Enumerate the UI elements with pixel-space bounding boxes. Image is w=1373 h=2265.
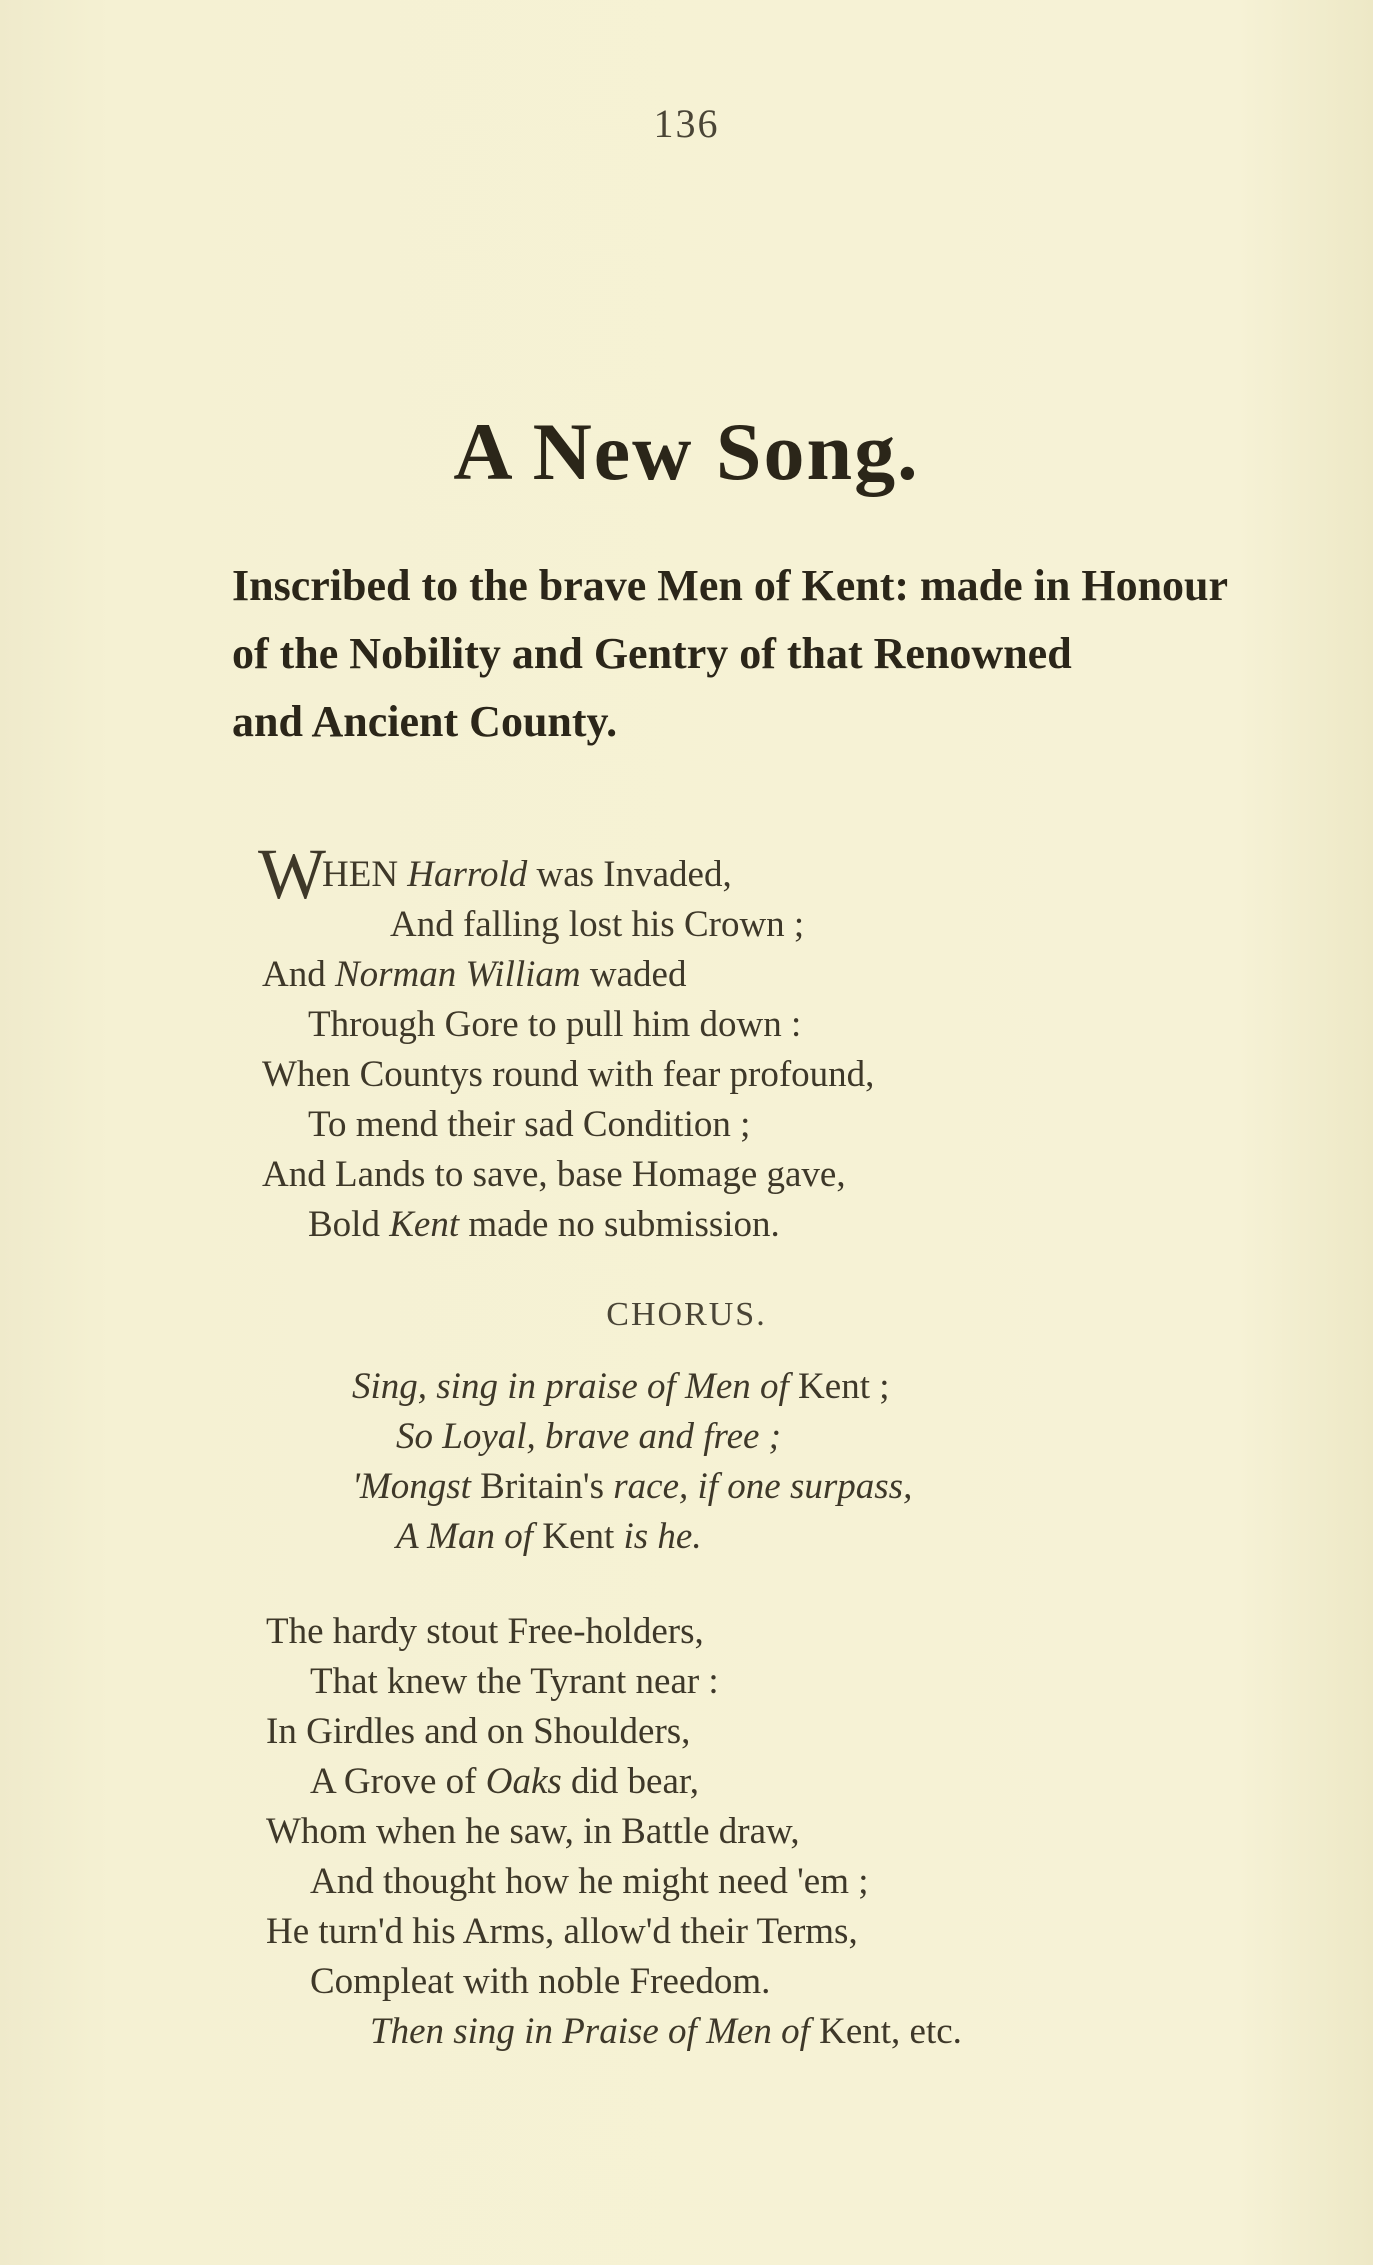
drop-cap: W bbox=[258, 834, 326, 914]
stanza1-line bbox=[262, 1053, 874, 1096]
stanza2-line bbox=[310, 1660, 719, 1703]
text: Bold bbox=[308, 1204, 390, 1245]
text: was Invaded, bbox=[527, 854, 732, 895]
stanza1-line bbox=[322, 853, 732, 896]
stanza1-line bbox=[262, 953, 686, 996]
text: To mend their sad Condition ; bbox=[308, 1104, 751, 1145]
text: HEN bbox=[322, 854, 408, 895]
text: Kent ; bbox=[788, 1366, 890, 1407]
chorus-line bbox=[352, 1365, 890, 1408]
page-number: 136 bbox=[653, 101, 720, 146]
stanza2-line bbox=[310, 1860, 869, 1903]
italic-text: Sing, sing in praise of Men of bbox=[352, 1366, 789, 1407]
italic-text: Norman William bbox=[334, 954, 581, 995]
stanza1-line bbox=[308, 1003, 801, 1046]
song-title: A New Song. bbox=[453, 406, 920, 497]
subtitle-line-1: Inscribed to the brave Men of Kent: made in Honour bbox=[232, 561, 1229, 610]
text: A Grove of bbox=[310, 1761, 486, 1802]
stanza1-line bbox=[390, 903, 804, 946]
text: did bear, bbox=[561, 1761, 699, 1802]
italic-text: Oaks bbox=[485, 1761, 562, 1802]
stanza1-line bbox=[262, 1153, 846, 1196]
chorus-line bbox=[396, 1515, 702, 1558]
text: When Countys round with fear profound, bbox=[262, 1054, 875, 1095]
stanza1-line bbox=[308, 1103, 750, 1146]
stanza2-line bbox=[266, 1710, 690, 1753]
italic-text: is he. bbox=[623, 1516, 702, 1557]
stanza2-line bbox=[266, 1910, 858, 1953]
italic-text: So Loyal, brave and free ; bbox=[396, 1416, 781, 1457]
chorus-heading: CHORUS. bbox=[606, 1296, 767, 1333]
text: Through Gore to pull him down : bbox=[308, 1004, 802, 1045]
text: And Lands to save, base Homage gave, bbox=[262, 1154, 846, 1195]
text: In Girdles and on Shoulders, bbox=[266, 1711, 691, 1752]
italic-text: Then sing in Praise of Men of bbox=[370, 2011, 810, 2052]
stanza2-line bbox=[310, 1960, 770, 2003]
text: The hardy stout Free-holders, bbox=[266, 1611, 704, 1652]
text: He turn'd his Arms, allow'd their Terms, bbox=[266, 1911, 858, 1952]
italic-text: Kent bbox=[389, 1204, 460, 1245]
stanza2-line bbox=[310, 1760, 699, 1803]
subtitle-line-3: and Ancient County. bbox=[232, 697, 618, 746]
stanza1-line bbox=[308, 1203, 780, 1246]
subtitle-line-2: of the Nobility and Gentry of that Renowned bbox=[232, 629, 1072, 678]
text: And thought how he might need 'em ; bbox=[310, 1861, 869, 1902]
text: Whom when he saw, in Battle draw, bbox=[266, 1811, 800, 1852]
italic-text: A Man of bbox=[396, 1516, 534, 1557]
text: waded bbox=[580, 954, 687, 995]
chorus-line bbox=[352, 1465, 912, 1508]
text: made no submission. bbox=[459, 1204, 780, 1245]
text: Kent bbox=[533, 1516, 624, 1557]
chorus-line bbox=[396, 1415, 781, 1458]
text: Kent, etc. bbox=[809, 2011, 962, 2052]
italic-text: 'Mongst bbox=[352, 1466, 471, 1507]
text: Compleat with noble Freedom. bbox=[310, 1961, 771, 2002]
text: That knew the Tyrant near : bbox=[310, 1661, 719, 1702]
stanza2-line bbox=[266, 1610, 704, 1653]
stanza2-line bbox=[370, 2010, 962, 2053]
italic-text: Harrold bbox=[407, 854, 528, 895]
text: And bbox=[262, 954, 335, 995]
text: And falling lost his Crown ; bbox=[390, 904, 805, 945]
text: Britain's bbox=[470, 1466, 614, 1507]
stanza2-line bbox=[266, 1810, 800, 1853]
italic-text: race, if one surpass, bbox=[613, 1466, 913, 1507]
